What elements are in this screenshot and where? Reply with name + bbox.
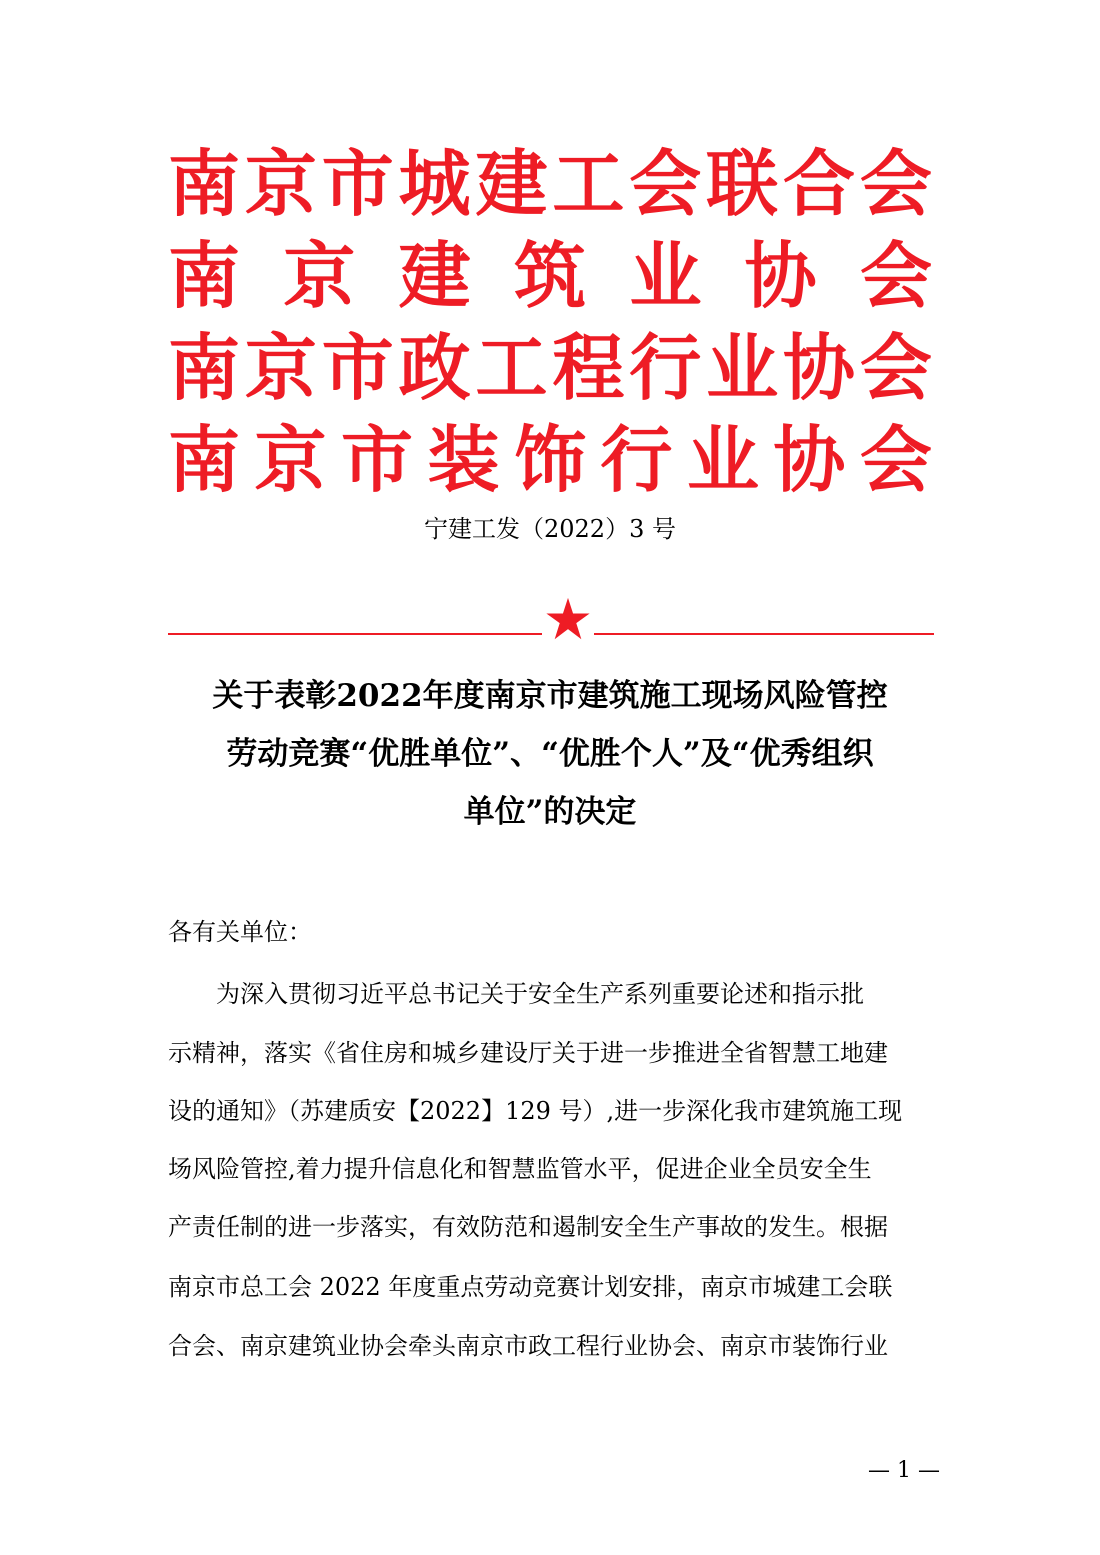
organization-name-char: 市 <box>321 142 394 226</box>
organization-name-char: 业 <box>629 234 702 318</box>
organization-name-char: 京 <box>254 418 327 502</box>
header-rule-right <box>594 633 934 635</box>
organization-name-char: 装 <box>427 418 500 502</box>
organization-name-char: 协 <box>744 234 817 318</box>
organization-name-char: 业 <box>706 326 779 410</box>
organization-name-char: 会 <box>859 418 932 502</box>
organization-name-char: 会 <box>859 326 932 410</box>
paragraph-line: 设的通知》（苏建质安【2022】129 号）,进一步深化我市建筑施工现 <box>168 1097 903 1125</box>
organization-name-char: 协 <box>773 418 846 502</box>
organization-name-char: 南 <box>168 234 241 318</box>
organization-name-line <box>168 140 932 228</box>
organization-name-char: 行 <box>629 326 702 410</box>
organization-name-char: 市 <box>321 326 394 410</box>
document-title-line-3: 单位”的决定 <box>463 794 637 830</box>
organization-name-line <box>168 232 932 320</box>
document-title-line-2: 劳动竞赛“优胜单位”、“优胜个人”及“优秀组织 <box>226 736 874 772</box>
organization-name-char: 会 <box>859 234 932 318</box>
organization-name-char: 建 <box>475 142 548 226</box>
organization-name-char: 会 <box>859 142 932 226</box>
paragraph-line: 合会、南京建筑业协会牵头南京市政工程行业协会、南京市装饰行业 <box>168 1332 888 1360</box>
paragraph-line: 示精神，落实《省住房和城乡建设厅关于进一步推进全省智慧工地建 <box>168 1039 888 1067</box>
organization-name-char: 南 <box>168 418 241 502</box>
organization-name-char: 南 <box>168 142 241 226</box>
organization-name-char: 工 <box>475 326 548 410</box>
paragraph-line: 产责任制的进一步落实，有效防范和遏制安全生产事故的发生。根据 <box>168 1213 888 1241</box>
organization-name-line <box>168 324 932 412</box>
organization-name-char: 筑 <box>513 234 586 318</box>
organization-name-char: 政 <box>398 326 471 410</box>
organization-name-char: 合 <box>783 142 856 226</box>
organization-name-line <box>168 416 932 504</box>
organization-name-char: 工 <box>552 142 625 226</box>
organization-name-char: 京 <box>244 326 317 410</box>
organization-name-char: 联 <box>706 142 779 226</box>
header-rule-left <box>168 633 542 635</box>
organization-name-char: 京 <box>283 234 356 318</box>
organization-name-char: 会 <box>629 142 702 226</box>
organization-name-char: 程 <box>552 326 625 410</box>
organization-name-char: 南 <box>168 326 241 410</box>
page-number: — 1 — <box>868 1458 940 1483</box>
organization-name-char: 京 <box>244 142 317 226</box>
organization-name-char: 协 <box>783 326 856 410</box>
salutation: 各有关单位： <box>168 918 312 946</box>
organization-name-char: 建 <box>398 234 471 318</box>
organization-name-char: 城 <box>398 142 471 226</box>
organization-name-char: 市 <box>340 418 413 502</box>
paragraph-line: 场风险管控,着力提升信息化和智慧监管水平，促进企业全员安全生 <box>168 1155 872 1183</box>
document-title-line-1: 关于表彰2022年度南京市建筑施工现场风险管控 <box>212 678 888 714</box>
document-number: 宁建工发（2022）3 号 <box>424 515 676 543</box>
organization-name-char: 业 <box>686 418 759 502</box>
star-icon <box>545 596 591 642</box>
paragraph-line: 南京市总工会 2022 年度重点劳动竞赛计划安排，南京市城建工会联 <box>168 1273 893 1301</box>
organization-name-char: 行 <box>600 418 673 502</box>
paragraph-line: 为深入贯彻习近平总书记关于安全生产系列重要论述和指示批 <box>216 980 864 1008</box>
organization-name-char: 饰 <box>513 418 586 502</box>
